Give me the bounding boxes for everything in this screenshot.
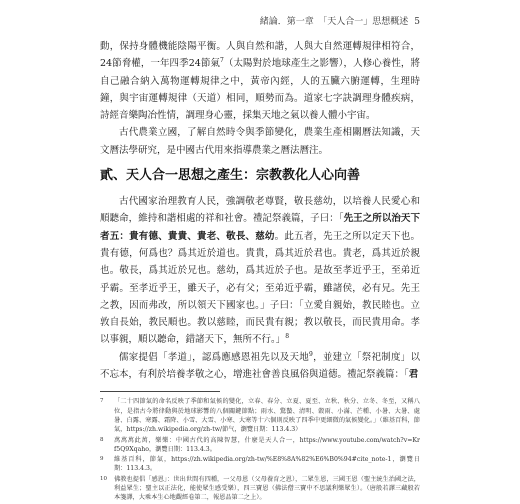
paragraph-4 [100,349,420,384]
paragraph-4-emphasis: 君 [408,369,419,381]
paragraph-4-tail: ，並建立「祭祀制度」以不忘本，有利於培養孝敬之心，增進社會善良風俗與道德。禮記祭義篇：「 [100,351,420,381]
paragraph-3 [100,193,420,349]
paragraph-3-quote: 。此五者，先王之所以定天下也。貴有德，何爲也？爲其近於道也。貴貴，爲其近於君也。貴老，爲其近於親也。敬長，爲其近於兄也。慈幼，爲其近於子也。是故至孝近乎王，至弟近乎霸。至孝近乎王，雖天子，必有父；至弟近乎霸，雖諸侯，必有兄。先王之教，因而弗改，所以領天下國家也。」子曰：「立愛自親始，教民睦也。立敦自長始，教民順也。教以慈睦，而民貴有親；教以敬長，而民貴用命。孝以事親，順以聽命，錯諸天下，無所不行。」 [100,230,420,346]
footnote-7 [100,397,420,434]
footnote-ref-9[interactable]: 9 [309,350,313,358]
footnote-number: 9 [100,456,104,463]
footnote-9 [100,455,420,474]
footnote-divider [100,391,220,392]
section-heading: 貳、天人合一思想之產生：宗教教化人心向善 [100,168,361,184]
paragraph-1-tail: （太陽對於地球產生之影響），人修心養性，將自己融合納入萬物運轉規律之中，黃帝內經，人的五臟六腑運轉，生理時鐘，與宇宙運轉規律（天道）相同，順勢而為。道家七字訣調理身體疾病，詩經音樂陶冶性情，調理身心靈，採集天地之氣以養人體小宇宙。 [100,58,420,122]
running-title: 緒論．第一章 「天人合一」思想概述 [259,17,409,27]
footnote-8 [100,436,420,455]
footnote-text: 維基百科，節氣，https://zh.wikipedia.org/zh-tw/%E8%8A%82%E6%B0%94#cite_note-1，瀏覽日期：113.4.3。 [114,456,420,473]
footnote-text: 萬萬萬此萬，樂樂：中國古代的高陳智慧，什麼是天人合一，https://www.youtube.com/watch?v=Kr f5Q9Xqaho，瀏覽日期：113.4.3。 [114,436,420,453]
footnote-ref-8[interactable]: 8 [285,333,290,341]
paragraph-2: 古代農業立國，了解自然時令與季節變化，農業生產相關曆法知識，天文曆法學研究，是中國古代用來指導農業之曆法曆注。 [100,127,420,156]
page-number: 5 [414,17,420,27]
footnote-ref-7[interactable]: 7 [219,57,224,65]
footnote-number: 10 [100,475,107,482]
paragraph-1 [100,38,420,124]
footnote-number: 8 [100,436,104,443]
paragraph-1-lead: 動，保持身體機能陰陽平衡。人與自然和諧，人與大自然運轉規律相符合，24節脅權，一年四季24節氣 [100,41,420,70]
footnote-10 [100,475,420,503]
page-body [100,38,420,504]
footnote-text: 「二十四節氣的命名反映了季節和氣候的變化，立春、春分、立夏、夏至、立秋、秋分、立冬、冬至，又稱八位，是指古今將律動與於地球影響的八個關鍵節點；雨水、驚蟄、清明、穀雨、小滿、芒種、小暑、大暑、處暑、白露、寒露、霜降、小雪、大雪、小寒、大寒等十六個則反映了四季中更細微的氣候變化。」（維基百科，節氣，https://zh.wikipedia.org/zh-tw/節气，瀏覽日期：113.4.3） [114,398,420,434]
footnotes [100,397,420,502]
footnote-number: 7 [100,398,104,405]
footnote-text: 佛教也提倡「感恩」：世出世間有四種，一父母恩（父母養育之恩），二眾生恩，三國王恩（聖主統生治國之法，利益眾生；聖主以正法化，能使眾生感受樂），四三寶恩（佛法僧三寶中不思議利樂眾生）。（唐般若譯三藏般若本箋譯，大乘本生心地觀經卷第二，報恩品第二之上）。 [114,475,420,502]
paragraph-4-lead: 儒家提倡「孝道」，認爲應感恩祖先以及天地 [119,351,310,363]
paragraph-3-emphasis: 先王之所以治天下者五：貴有德、貴貴、貴老、敬長、慈幼 [100,213,420,242]
running-header [100,14,420,30]
paragraph-3-intro: 古代國家治理教育人民，強調敬老尊賢，敬長慈幼，以培養人民愛心和順聽命，維持和諧相處的祥和社會。禮記祭義篇，子曰：「 [100,196,420,225]
